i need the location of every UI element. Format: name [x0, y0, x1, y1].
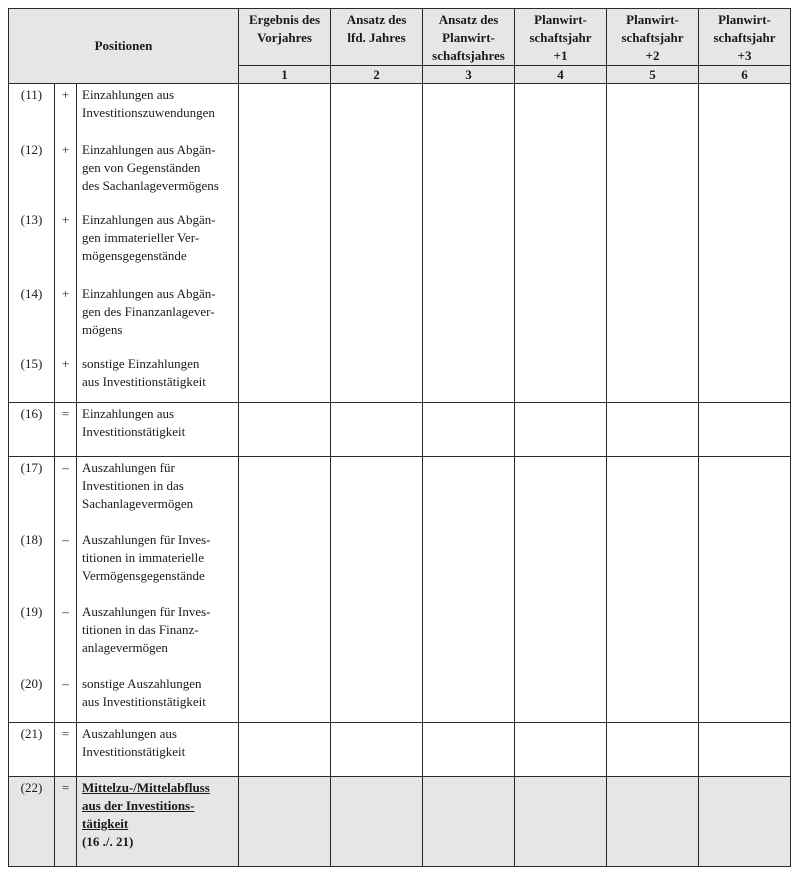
value-cell-col-1[interactable]	[239, 353, 331, 403]
value-cell-col-3[interactable]	[423, 529, 515, 601]
column-header-4-line-3: +1	[553, 48, 568, 63]
row-description	[77, 283, 239, 353]
investment-cashflow-table	[8, 8, 791, 867]
value-cell-col-5[interactable]	[607, 723, 699, 777]
row-number: (19)	[9, 601, 55, 673]
value-cell-col-1[interactable]	[239, 283, 331, 353]
column-header-5-line-3: +2	[645, 48, 660, 63]
row-description-line: Auszahlungen aus	[82, 726, 177, 741]
value-cell-col-1[interactable]	[239, 601, 331, 673]
positions-header: Positionen	[9, 9, 239, 84]
value-cell-col-5[interactable]	[607, 529, 699, 601]
value-cell-col-5[interactable]	[607, 777, 699, 867]
row-description	[77, 601, 239, 673]
column-number-2: 2	[331, 66, 423, 84]
row-number: (13)	[9, 209, 55, 283]
row-description	[77, 139, 239, 209]
table-row	[9, 283, 791, 353]
column-header-4-line-1: Planwirt-	[534, 12, 587, 27]
row-description-line: mögens	[82, 321, 123, 337]
row-operator: +	[55, 139, 77, 209]
row-description-line: (16 ./. 21)	[82, 834, 134, 849]
value-cell-col-4[interactable]	[515, 139, 607, 209]
row-description	[77, 673, 239, 723]
value-cell-col-4[interactable]	[515, 673, 607, 723]
row-description-line: Vermögensgegenstände	[82, 567, 205, 583]
row-description-line: aus Investitionstätigkeit	[82, 373, 206, 389]
value-cell-col-4[interactable]	[515, 353, 607, 403]
row-number: (22)	[9, 777, 55, 867]
value-cell-col-5[interactable]	[607, 673, 699, 723]
column-header-1-line-2: Vorjahres	[257, 30, 312, 45]
table-row	[9, 353, 791, 403]
value-cell-col-3[interactable]	[423, 84, 515, 139]
row-operator: –	[55, 457, 77, 529]
row-description-line: Investitionszuwendungen	[82, 105, 215, 120]
value-cell-col-5[interactable]	[607, 139, 699, 209]
row-description-line: des Sachanlagevermögens	[82, 177, 219, 193]
value-cell-col-6[interactable]	[699, 601, 791, 673]
value-cell-col-3[interactable]	[423, 403, 515, 457]
table-row	[9, 403, 791, 457]
table-row	[9, 777, 791, 867]
column-header-6-line-3: +3	[737, 48, 752, 63]
row-description-line: Einzahlungen aus Abgän-	[82, 285, 216, 301]
table-row	[9, 139, 791, 209]
value-cell-col-1[interactable]	[239, 209, 331, 283]
row-description	[77, 457, 239, 529]
value-cell-col-2[interactable]	[331, 353, 423, 403]
row-description-line: tätigkeit	[82, 816, 129, 831]
header-row	[9, 9, 791, 66]
column-header-5-line-2: schaftsjahr	[621, 30, 684, 45]
row-operator: +	[55, 353, 77, 403]
row-description-line: anlagevermögen	[82, 639, 168, 655]
value-cell-col-5[interactable]	[607, 601, 699, 673]
column-header-2	[331, 9, 423, 66]
value-cell-col-6[interactable]	[699, 353, 791, 403]
value-cell-col-2[interactable]	[331, 139, 423, 209]
row-number: (17)	[9, 457, 55, 529]
row-description	[77, 723, 239, 777]
column-header-3-line-2: Planwirt-	[442, 30, 495, 45]
column-header-4	[515, 9, 607, 66]
value-cell-col-5[interactable]	[607, 403, 699, 457]
value-cell-col-5[interactable]	[607, 84, 699, 139]
value-cell-col-4[interactable]	[515, 601, 607, 673]
column-header-2-line-1: Ansatz des	[346, 12, 407, 27]
value-cell-col-6[interactable]	[699, 673, 791, 723]
table-body	[9, 84, 791, 867]
value-cell-col-3[interactable]	[423, 209, 515, 283]
value-cell-col-6[interactable]	[699, 723, 791, 777]
row-operator: =	[55, 777, 77, 867]
value-cell-col-6[interactable]	[699, 139, 791, 209]
row-description	[77, 403, 239, 457]
value-cell-col-6[interactable]	[699, 777, 791, 867]
row-description	[77, 209, 239, 283]
column-header-6-line-2: schaftsjahr	[713, 30, 776, 45]
value-cell-col-5[interactable]	[607, 283, 699, 353]
value-cell-col-1[interactable]	[239, 723, 331, 777]
row-number: (11)	[9, 84, 55, 139]
table-row	[9, 601, 791, 673]
row-operator: +	[55, 283, 77, 353]
column-number-5: 5	[607, 66, 699, 84]
value-cell-col-2[interactable]	[331, 601, 423, 673]
column-header-4-line-2: schaftsjahr	[529, 30, 592, 45]
table-row	[9, 529, 791, 601]
value-cell-col-5[interactable]	[607, 209, 699, 283]
row-description	[77, 353, 239, 403]
column-header-3-line-3: schaftsjahres	[432, 48, 505, 63]
row-number: (14)	[9, 283, 55, 353]
value-cell-col-6[interactable]	[699, 529, 791, 601]
value-cell-col-4[interactable]	[515, 403, 607, 457]
column-number-1: 1	[239, 66, 331, 84]
column-number-6: 6	[699, 66, 791, 84]
value-cell-col-6[interactable]	[699, 457, 791, 529]
row-number: (15)	[9, 353, 55, 403]
value-cell-col-5[interactable]	[607, 353, 699, 403]
value-cell-col-1[interactable]	[239, 777, 331, 867]
value-cell-col-4[interactable]	[515, 84, 607, 139]
column-header-6	[699, 9, 791, 66]
table-row	[9, 84, 791, 139]
value-cell-col-6[interactable]	[699, 283, 791, 353]
value-cell-col-2[interactable]	[331, 403, 423, 457]
value-cell-col-4[interactable]	[515, 457, 607, 529]
value-cell-col-5[interactable]	[607, 457, 699, 529]
row-description-line: mögensgegenstände	[82, 247, 187, 263]
row-description-line: Auszahlungen für	[82, 460, 175, 475]
row-description-line: Investitionen in das	[82, 478, 184, 493]
value-cell-col-3[interactable]	[423, 457, 515, 529]
row-description-line: aus der Investitions-	[82, 798, 195, 813]
row-description-line: Auszahlungen für Inves-	[82, 531, 211, 547]
value-cell-col-6[interactable]	[699, 403, 791, 457]
row-description-line: titionen in immaterielle	[82, 549, 205, 565]
row-description-line: gen des Finanzanlagever-	[82, 303, 215, 319]
column-header-1	[239, 9, 331, 66]
row-description-line: Sachanlagevermögen	[82, 496, 194, 511]
table-row	[9, 673, 791, 723]
column-header-5-line-1: Planwirt-	[626, 12, 679, 27]
value-cell-col-4[interactable]	[515, 777, 607, 867]
row-operator: =	[55, 723, 77, 777]
row-description-line: sonstige Auszahlungen	[82, 675, 202, 691]
row-number: (20)	[9, 673, 55, 723]
value-cell-col-1[interactable]	[239, 673, 331, 723]
row-number: (21)	[9, 723, 55, 777]
value-cell-col-1[interactable]	[239, 457, 331, 529]
value-cell-col-6[interactable]	[699, 209, 791, 283]
value-cell-col-2[interactable]	[331, 723, 423, 777]
value-cell-col-3[interactable]	[423, 601, 515, 673]
row-number: (12)	[9, 139, 55, 209]
row-description-line: Einzahlungen aus Abgän-	[82, 141, 216, 157]
column-header-3	[423, 9, 515, 66]
value-cell-col-3[interactable]	[423, 673, 515, 723]
column-header-1-line-1: Ergebnis des	[248, 12, 321, 27]
value-cell-col-2[interactable]	[331, 84, 423, 139]
value-cell-col-1[interactable]	[239, 529, 331, 601]
row-description-line: Investitionstätigkeit	[82, 424, 186, 439]
value-cell-col-2[interactable]	[331, 529, 423, 601]
row-description-line: Investitionstätigkeit	[82, 744, 186, 759]
row-operator: +	[55, 84, 77, 139]
value-cell-col-4[interactable]	[515, 529, 607, 601]
row-operator: –	[55, 601, 77, 673]
table-row	[9, 723, 791, 777]
row-description-line: Mittelzu-/Mittelabfluss	[82, 780, 210, 795]
table-row	[9, 457, 791, 529]
column-header-2-line-2: lfd. Jahres	[347, 30, 406, 45]
column-number-3: 3	[423, 66, 515, 84]
column-header-5	[607, 9, 699, 66]
table-row	[9, 209, 791, 283]
value-cell-col-4[interactable]	[515, 209, 607, 283]
value-cell-col-1[interactable]	[239, 139, 331, 209]
row-description-line: sonstige Einzahlungen	[82, 355, 200, 371]
value-cell-col-3[interactable]	[423, 777, 515, 867]
value-cell-col-1[interactable]	[239, 84, 331, 139]
row-description-line: gen von Gegenständen	[82, 159, 201, 175]
row-description-line: titionen in das Finanz-	[82, 621, 199, 637]
column-header-3-line-1: Ansatz des	[438, 12, 499, 27]
value-cell-col-1[interactable]	[239, 403, 331, 457]
row-description	[77, 84, 239, 139]
row-number: (16)	[9, 403, 55, 457]
value-cell-col-3[interactable]	[423, 283, 515, 353]
row-description-line: gen immaterieller Ver-	[82, 229, 200, 245]
value-cell-col-2[interactable]	[331, 457, 423, 529]
value-cell-col-2[interactable]	[331, 283, 423, 353]
value-cell-col-2[interactable]	[331, 209, 423, 283]
value-cell-col-4[interactable]	[515, 723, 607, 777]
row-description-line: aus Investitionstätigkeit	[82, 693, 206, 709]
value-cell-col-3[interactable]	[423, 723, 515, 777]
value-cell-col-4[interactable]	[515, 283, 607, 353]
row-number: (18)	[9, 529, 55, 601]
value-cell-col-3[interactable]	[423, 139, 515, 209]
row-description-line: Einzahlungen aus	[82, 406, 175, 421]
row-description-line: Auszahlungen für Inves-	[82, 603, 211, 619]
value-cell-col-2[interactable]	[331, 777, 423, 867]
column-number-4: 4	[515, 66, 607, 84]
row-operator: +	[55, 209, 77, 283]
row-operator: =	[55, 403, 77, 457]
value-cell-col-6[interactable]	[699, 84, 791, 139]
row-operator: –	[55, 673, 77, 723]
value-cell-col-3[interactable]	[423, 353, 515, 403]
column-header-6-line-1: Planwirt-	[718, 12, 771, 27]
row-description	[77, 529, 239, 601]
row-description	[77, 777, 239, 867]
row-operator: –	[55, 529, 77, 601]
value-cell-col-2[interactable]	[331, 673, 423, 723]
row-description-line: Einzahlungen aus	[82, 87, 175, 102]
row-description-line: Einzahlungen aus Abgän-	[82, 211, 216, 227]
